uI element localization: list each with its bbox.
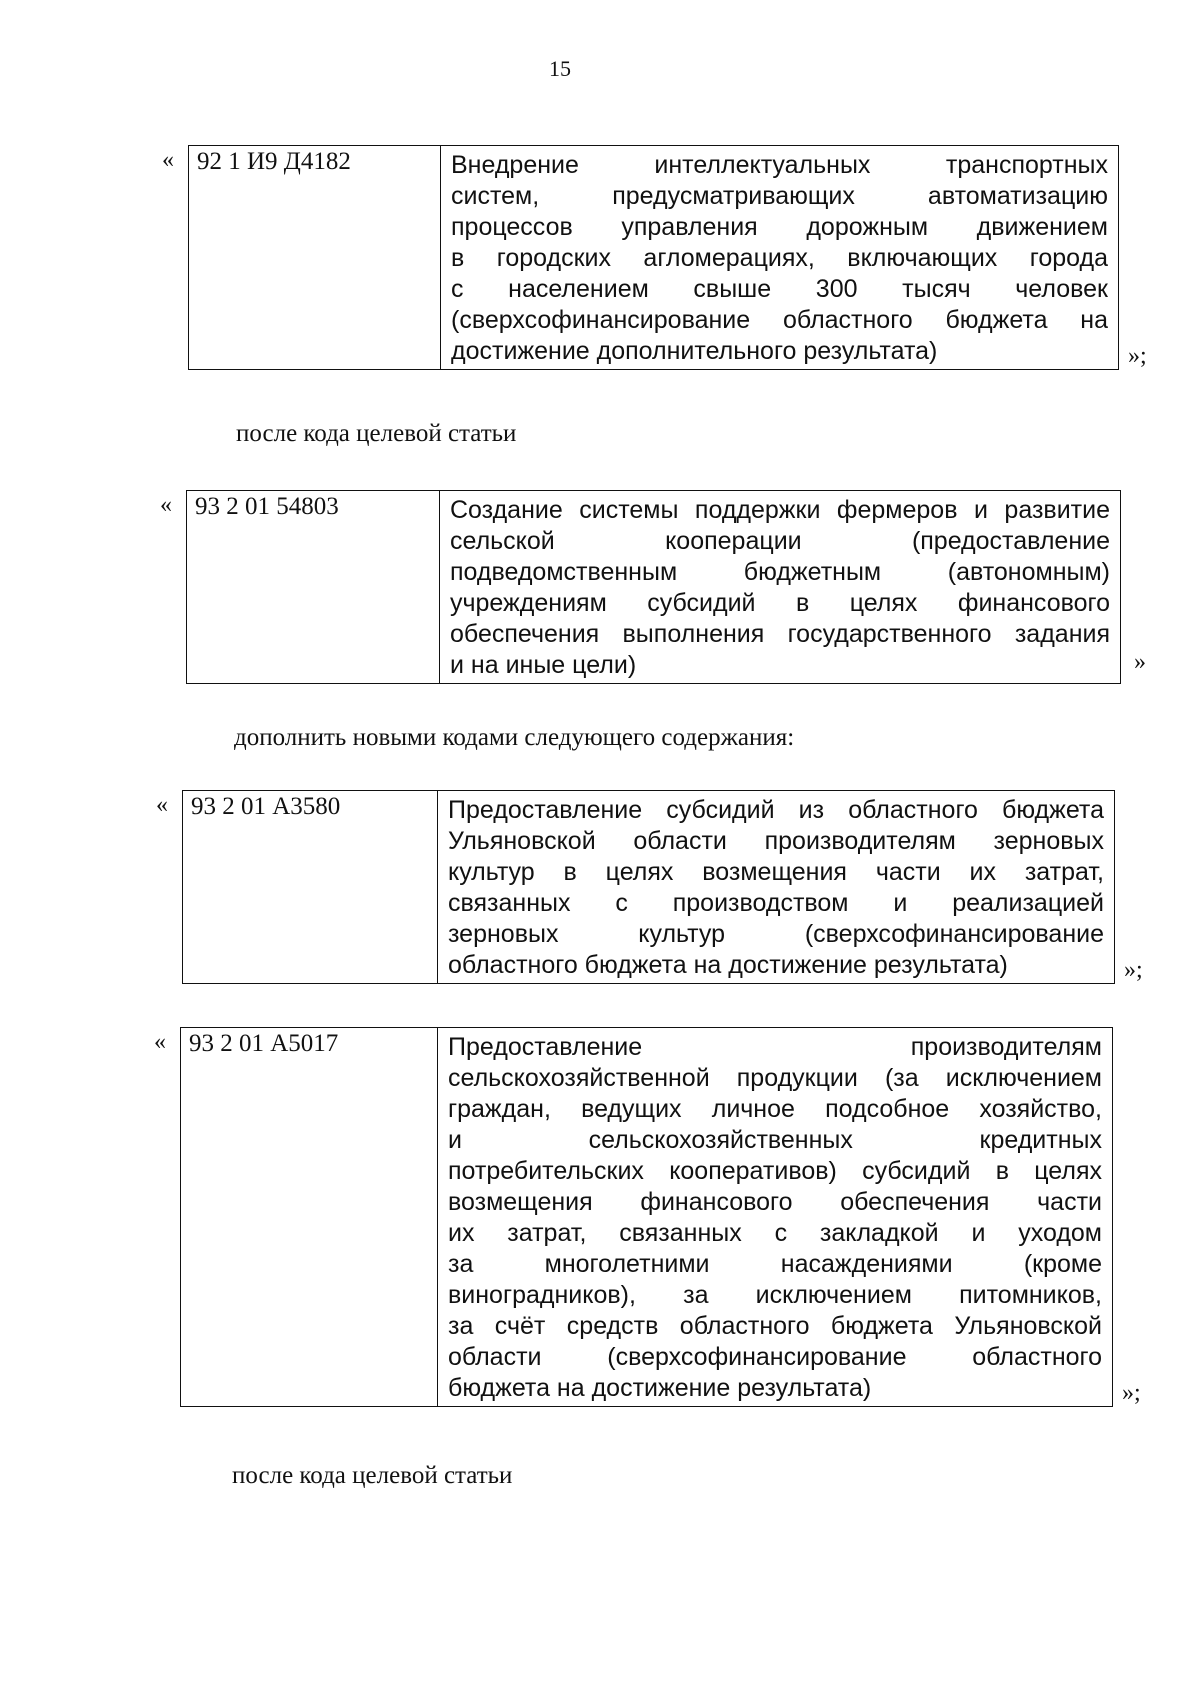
closing-quote: » <box>1134 649 1146 675</box>
code-description <box>438 1028 1113 1407</box>
paragraph-after-code: после кода целевой статьи <box>232 1462 513 1489</box>
opening-quote: « <box>162 147 174 173</box>
code-entry-4 <box>154 1027 1141 1407</box>
description-line: бюджета на достижение результата) <box>448 1374 872 1402</box>
target-code: 93 2 01 54803 <box>187 491 440 684</box>
paragraph-add-new-codes: дополнить новыми кодами следующего содержания: <box>234 724 795 751</box>
description-line: Ульяновской области производителям зерновых <box>448 827 1104 855</box>
code-table <box>180 1027 1113 1407</box>
target-code: 93 2 01 А3580 <box>183 791 438 984</box>
table-row <box>183 791 1115 984</box>
description-line: за многолетними насаждениями (кроме <box>448 1250 1102 1278</box>
description-line: связанных с производством и реализацией <box>448 889 1104 917</box>
description-line: (сверхсофинансирование областного бюджета на <box>451 306 1108 334</box>
opening-quote: « <box>160 492 172 518</box>
table-row <box>187 491 1121 684</box>
table-row <box>189 146 1119 370</box>
description-line: сельскохозяйственной продукции (за исключением <box>448 1064 1102 1092</box>
description-line: и на иные цели) <box>450 651 637 679</box>
description-line: зерновых культур (сверхсофинансирование <box>448 920 1104 948</box>
code-table <box>188 145 1119 370</box>
code-table <box>182 790 1115 984</box>
description-line: подведомственным бюджетным (автономным) <box>450 558 1110 586</box>
description-line: Создание системы поддержки фермеров и развитие <box>450 496 1110 524</box>
description-line: области (сверхсофинансирование областного <box>448 1343 1102 1371</box>
description-line: потребительских кооперативов) субсидий в целях <box>448 1157 1102 1185</box>
target-code: 93 2 01 А5017 <box>181 1028 438 1407</box>
description-line: и сельскохозяйственных кредитных <box>448 1126 1102 1154</box>
code-description <box>441 146 1119 370</box>
description-line: виноградников), за исключением питомников, <box>448 1281 1102 1309</box>
description-line: достижение дополнительного результата) <box>451 337 938 365</box>
opening-quote: « <box>154 1029 166 1055</box>
code-description <box>440 491 1121 684</box>
description-line: культур в целях возмещения части их затрат, <box>448 858 1104 886</box>
description-line: за счёт средств областного бюджета Ульяновской <box>448 1312 1102 1340</box>
closing-quote: »; <box>1128 343 1147 369</box>
description-line: граждан, ведущих личное подсобное хозяйство, <box>448 1095 1102 1123</box>
description-line: учреждениям субсидий в целях финансового <box>450 589 1110 617</box>
description-line: Внедрение интеллектуальных транспортных <box>451 151 1108 179</box>
closing-quote: »; <box>1122 1380 1141 1406</box>
description-line: их затрат, связанных с закладкой и уходом <box>448 1219 1102 1247</box>
code-entry-1 <box>162 145 1147 370</box>
description-line: обеспечения выполнения государственного задания <box>450 620 1110 648</box>
description-line: Предоставление субсидий из областного бюджета <box>448 796 1104 824</box>
paragraph-after-code: после кода целевой статьи <box>236 420 517 447</box>
description-line: областного бюджета на достижение результата) <box>448 951 1008 979</box>
opening-quote: « <box>156 792 168 818</box>
description-line: систем, предусматривающих автоматизацию <box>451 182 1108 210</box>
description-line: с населением свыше 300 тысяч человек <box>451 275 1108 303</box>
code-entry-2 <box>160 490 1146 684</box>
code-table <box>186 490 1121 684</box>
description-line: в городских агломерациях, включающих города <box>451 244 1108 272</box>
description-line: процессов управления дорожным движением <box>451 213 1108 241</box>
closing-quote: »; <box>1124 957 1143 983</box>
target-code: 92 1 И9 Д4182 <box>189 146 441 370</box>
description-line: возмещения финансового обеспечения части <box>448 1188 1102 1216</box>
description-line: Предоставление производителям <box>448 1033 1102 1061</box>
table-row <box>181 1028 1113 1407</box>
page-number: 15 <box>549 56 571 81</box>
code-description <box>438 791 1115 984</box>
description-line: сельской кооперации (предоставление <box>450 527 1110 555</box>
code-entry-3 <box>156 790 1143 984</box>
